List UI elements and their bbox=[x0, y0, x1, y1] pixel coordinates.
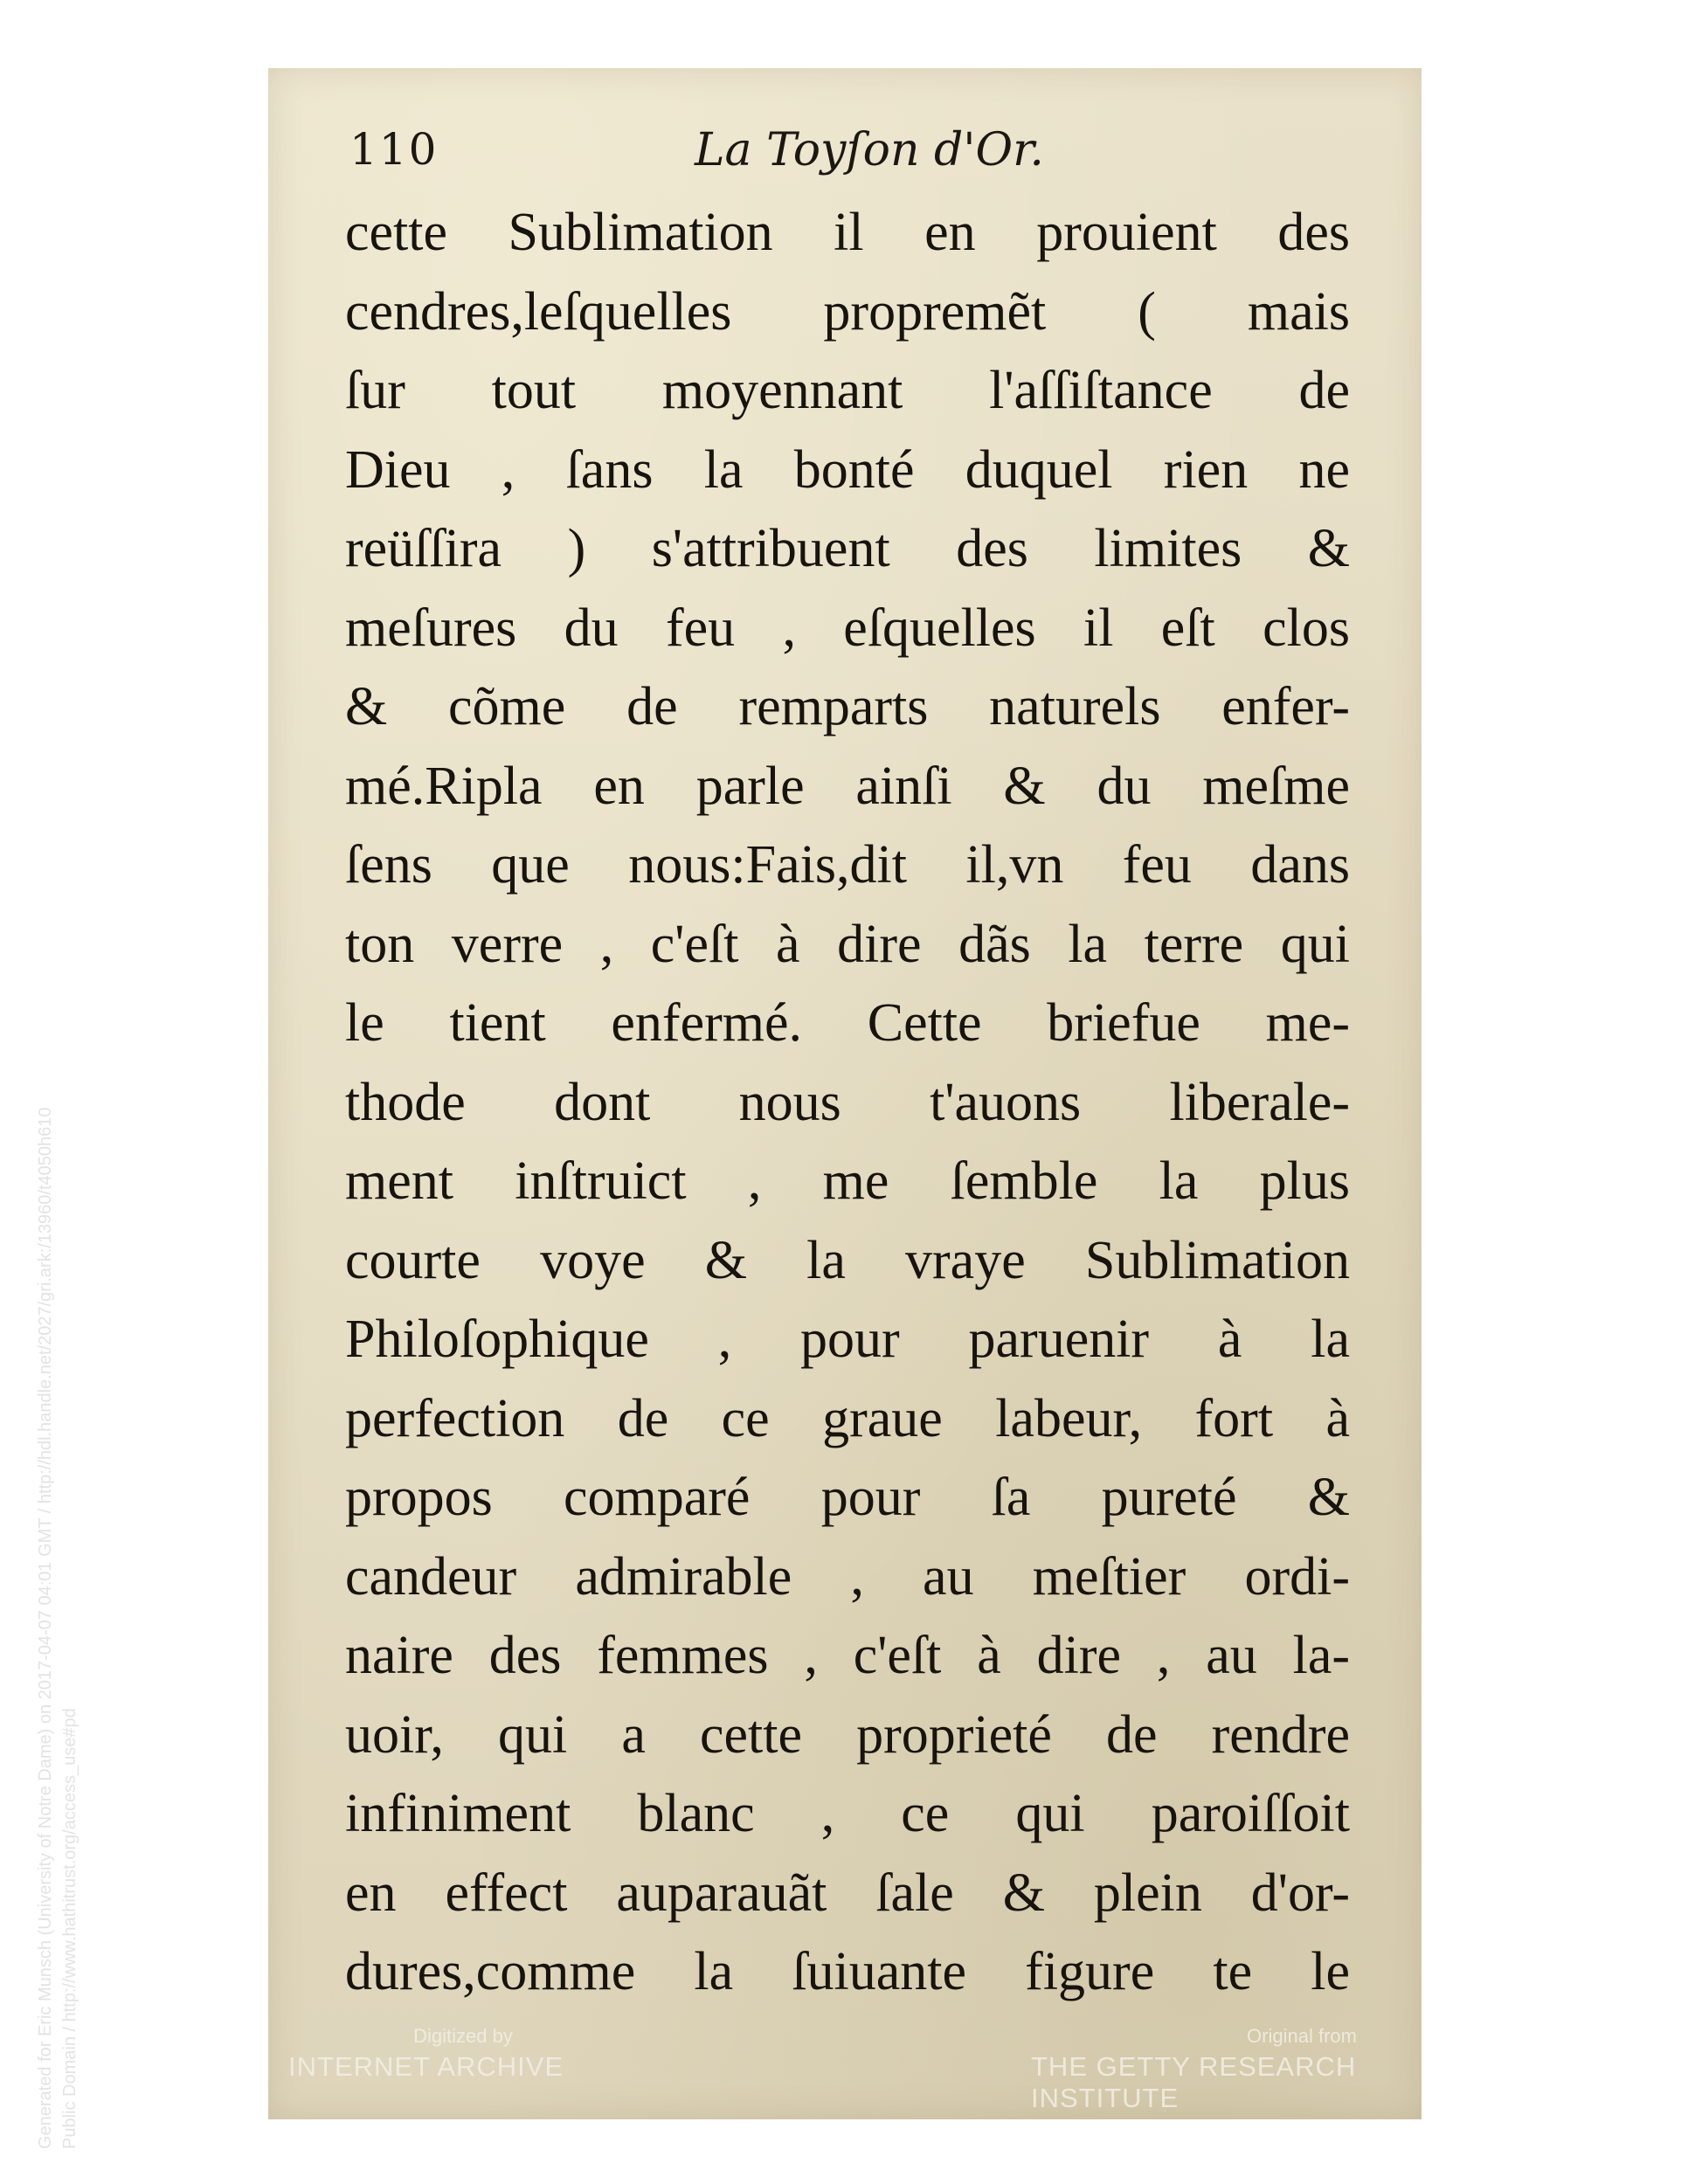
text-line: le tient enfermé. Cette briefue me- bbox=[345, 993, 1350, 1053]
text-line: cette Sublimation il en prouient des bbox=[345, 203, 1350, 262]
digitized-by-label: Digitized by bbox=[413, 2025, 513, 2047]
access-stamp-line: Public Domain / http://www.hathitrust.org/access_use#pd bbox=[60, 1708, 80, 2149]
text-line: reüſſira ) s'attribuent des limites & bbox=[345, 519, 1350, 578]
text-line: uoir, qui a cette proprieté de rendre bbox=[345, 1704, 1350, 1765]
text-line: naire des femmes , c'eſt à dire , au la- bbox=[345, 1626, 1350, 1685]
text-line: infiniment blanc , ce qui paroiſſoit bbox=[345, 1784, 1350, 1843]
text-line: dures,comme la ſuiuante figure te le bbox=[345, 1942, 1350, 2001]
page-number: 110 bbox=[349, 124, 439, 175]
text-line: ton verre , c'eſt à dire dãs la terre qui bbox=[345, 914, 1350, 974]
text-line: en effect auparauãt ſale & plein d'or- bbox=[345, 1863, 1350, 1923]
access-stamp bbox=[33, 1107, 82, 2149]
body-text bbox=[345, 193, 1350, 2012]
digitized-by-watermark bbox=[288, 2025, 638, 2083]
text-line: candeur admirable , au meſtier ordi- bbox=[345, 1546, 1350, 1607]
text-line: ment inſtruict , me ſemble la plus bbox=[345, 1151, 1350, 1211]
text-line: & cõme de remparts naturels enfer- bbox=[345, 677, 1350, 736]
text-line: Philoſophique , pour paruenir à la bbox=[345, 1310, 1350, 1369]
access-stamp-line: Generated for Eric Munsch (University of Notre Dame) on 2017-04-07 04:01 GMT / http://hdl.handle.net/2027/gri.ark:/13960/t4050h610 bbox=[36, 1107, 55, 2149]
text-line: courte voye & la vraye Sublimation bbox=[345, 1230, 1350, 1290]
original-from-watermark bbox=[1031, 2025, 1503, 2114]
text-line: cendres,leſquelles propremẽt ( mais bbox=[345, 281, 1350, 342]
page-scan bbox=[268, 68, 1422, 2119]
text-line: propos comparé pour ſa pureté & bbox=[345, 1468, 1350, 1527]
running-head bbox=[349, 124, 1363, 203]
text-line: ſens que nous:Fais,dit il,vn feu dans bbox=[345, 835, 1350, 895]
original-from-label: Original from bbox=[1247, 2025, 1357, 2047]
text-line: perfection de ce graue labeur, fort à bbox=[345, 1388, 1350, 1448]
text-line: mé.Ripla en parle ainſi & du meſme bbox=[345, 756, 1350, 816]
running-title: La Toyſon d'Or. bbox=[695, 124, 1044, 176]
text-line: Dieu , ſans la bonté duquel rien ne bbox=[345, 439, 1350, 500]
digitizer-name: INTERNET ARCHIVE bbox=[288, 2051, 564, 2082]
text-line: thode dont nous t'auons liberale- bbox=[345, 1072, 1350, 1132]
text-line: ſur tout moyennant l'aſſiſtance de bbox=[345, 361, 1350, 420]
institution-name: THE GETTY RESEARCH INSTITUTE bbox=[1031, 2051, 1357, 2113]
text-line: meſures du feu , eſquelles il eſt clos bbox=[345, 598, 1350, 658]
